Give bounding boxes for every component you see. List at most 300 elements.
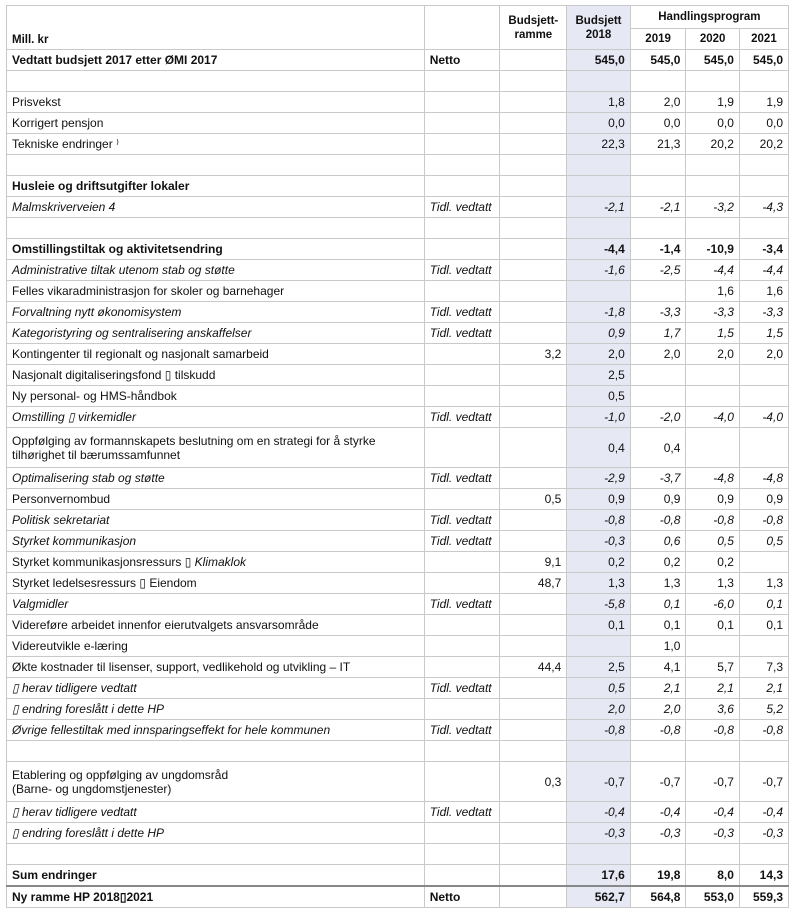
row-value-2021: 0,5 <box>739 531 788 552</box>
row-value-2019: 545,0 <box>630 50 686 71</box>
row-note <box>424 865 500 887</box>
row-label-text: Administrative tiltak utenom stab og støtte <box>12 263 235 277</box>
row-budsjett-2018: 545,0 <box>567 50 630 71</box>
row-label <box>7 323 425 344</box>
row-value-2021 <box>739 636 788 657</box>
row-label-text: ▯ endring foreslått i dette HP <box>12 702 165 716</box>
budsjett-year: 2018 <box>585 28 612 41</box>
row-value-2020: 1,9 <box>686 92 739 113</box>
row-value-2021: 20,2 <box>739 134 788 155</box>
row-value-2021: 0,9 <box>739 489 788 510</box>
row-label-text: Omstilling ▯ virkemidler <box>12 410 136 424</box>
row-label <box>7 113 425 134</box>
row-budsjett-2018: 0,9 <box>567 323 630 344</box>
table-row <box>7 823 789 844</box>
row-value-2021 <box>739 552 788 573</box>
row-value-2020: -0,7 <box>686 762 739 802</box>
row-value-2020 <box>686 428 739 468</box>
row-value-2019 <box>630 155 686 176</box>
table-row <box>7 92 789 113</box>
row-note: Tidl. vedtatt <box>424 468 500 489</box>
row-value-2019 <box>630 218 686 239</box>
row-note <box>424 71 500 92</box>
row-budsjettramme <box>500 155 567 176</box>
row-value-2021: 0,1 <box>739 615 788 636</box>
row-budsjettramme <box>500 468 567 489</box>
row-label-italic-text: Klimaklok <box>194 555 247 569</box>
row-value-2019: 1,3 <box>630 573 686 594</box>
row-label <box>7 573 425 594</box>
row-label-text: Kategoristyring og sentralisering anskaffelser <box>12 326 252 340</box>
row-budsjettramme <box>500 594 567 615</box>
row-label-text: Valgmidler <box>12 597 69 611</box>
row-budsjettramme <box>500 615 567 636</box>
row-value-2020: 1,5 <box>686 323 739 344</box>
table-row <box>7 741 789 762</box>
row-value-2021 <box>739 155 788 176</box>
row-budsjettramme <box>500 407 567 428</box>
row-budsjettramme: 44,4 <box>500 657 567 678</box>
row-value-2019: -0,7 <box>630 762 686 802</box>
table-row <box>7 344 789 365</box>
row-budsjett-2018 <box>567 176 630 197</box>
row-label-text: Sum endringer <box>12 868 97 882</box>
row-budsjettramme <box>500 92 567 113</box>
row-value-2019: 2,0 <box>630 344 686 365</box>
row-label <box>7 428 425 468</box>
row-value-2019: -3,3 <box>630 302 686 323</box>
row-value-2020: -10,9 <box>686 239 739 260</box>
row-label-text: ▯ herav tidligere vedtatt <box>12 805 137 819</box>
row-budsjettramme: 0,5 <box>500 489 567 510</box>
row-note: Tidl. vedtatt <box>424 407 500 428</box>
row-budsjett-2018 <box>567 155 630 176</box>
row-label <box>7 344 425 365</box>
row-budsjettramme <box>500 865 567 887</box>
row-value-2020: -3,3 <box>686 302 739 323</box>
row-budsjett-2018: -0,7 <box>567 762 630 802</box>
table-row <box>7 531 789 552</box>
row-value-2019: 0,6 <box>630 531 686 552</box>
row-budsjettramme <box>500 844 567 865</box>
row-note: Tidl. vedtatt <box>424 720 500 741</box>
row-label-text: Styrket kommunikasjon <box>12 534 137 548</box>
row-budsjett-2018: 17,6 <box>567 865 630 887</box>
row-budsjett-2018: -1,0 <box>567 407 630 428</box>
row-budsjett-2018 <box>567 741 630 762</box>
row-budsjett-2018: 1,3 <box>567 573 630 594</box>
table-row <box>7 134 789 155</box>
row-value-2020: 20,2 <box>686 134 739 155</box>
budsjett-label: Budsjett <box>575 14 622 27</box>
row-budsjett-2018: 562,7 <box>567 886 630 908</box>
row-value-2020: 2,0 <box>686 344 739 365</box>
row-budsjett-2018: 0,0 <box>567 113 630 134</box>
table-row <box>7 510 789 531</box>
row-value-2019: -0,3 <box>630 823 686 844</box>
row-label <box>7 657 425 678</box>
row-label-text: Personvernombud <box>12 492 111 506</box>
row-budsjett-2018 <box>567 218 630 239</box>
row-budsjettramme <box>500 386 567 407</box>
row-value-2020: 5,7 <box>686 657 739 678</box>
table-row <box>7 239 789 260</box>
row-value-2021: -4,8 <box>739 468 788 489</box>
row-value-2020: 0,9 <box>686 489 739 510</box>
row-note <box>424 657 500 678</box>
row-label-text: Videreføre arbeidet innenfor eierutvalgets ansvarsområde <box>12 618 319 632</box>
row-value-2021: -4,0 <box>739 407 788 428</box>
row-note <box>424 218 500 239</box>
row-label <box>7 407 425 428</box>
row-note <box>424 615 500 636</box>
row-value-2019: 0,9 <box>630 489 686 510</box>
row-label-text: Ny personal- og HMS-håndbok <box>12 389 177 403</box>
row-value-2020: 553,0 <box>686 886 739 908</box>
row-value-2019: 0,1 <box>630 594 686 615</box>
row-value-2019: -2,1 <box>630 197 686 218</box>
row-value-2021: -3,3 <box>739 302 788 323</box>
row-label-text: Nasjonalt digitaliseringsfond ▯ tilskudd <box>12 368 216 382</box>
row-note: Tidl. vedtatt <box>424 260 500 281</box>
row-label <box>7 678 425 699</box>
row-label-text: ▯ endring foreslått i dette HP <box>12 826 165 840</box>
row-value-2021: 1,9 <box>739 92 788 113</box>
row-label-text: Oppfølging av formannskapets beslutning om en strategi for å styrke tilhørighet til bærumssamfunnet <box>12 433 376 462</box>
row-value-2020: -0,3 <box>686 823 739 844</box>
row-budsjettramme <box>500 71 567 92</box>
year-2021-header: 2021 <box>739 29 788 50</box>
row-budsjettramme <box>500 428 567 468</box>
row-value-2019 <box>630 281 686 302</box>
row-label <box>7 762 425 802</box>
row-label-text: ▯ herav tidligere vedtatt <box>12 681 137 695</box>
row-label-text: Kontingenter til regionalt og nasjonalt samarbeid <box>12 347 269 361</box>
row-value-2021: 0,0 <box>739 113 788 134</box>
row-budsjettramme <box>500 218 567 239</box>
row-value-2021: -0,4 <box>739 802 788 823</box>
table-row <box>7 720 789 741</box>
row-value-2021 <box>739 844 788 865</box>
row-value-2021: -0,3 <box>739 823 788 844</box>
row-budsjett-2018: 0,1 <box>567 615 630 636</box>
row-value-2020: -0,4 <box>686 802 739 823</box>
year-2020-header: 2020 <box>686 29 739 50</box>
row-value-2021: 559,3 <box>739 886 788 908</box>
row-note <box>424 386 500 407</box>
row-label <box>7 823 425 844</box>
row-value-2021: -0,8 <box>739 510 788 531</box>
row-note: Netto <box>424 50 500 71</box>
row-note <box>424 699 500 720</box>
row-label-text: Etablering og oppfølging av ungdomsråd (Barne- og ungdomstjenester) <box>12 767 229 796</box>
row-value-2021 <box>739 365 788 386</box>
row-label-text: Forvaltning nytt økonomisystem <box>12 305 182 319</box>
handlingsprogram-header: Handlingsprogram <box>630 6 788 29</box>
row-value-2020 <box>686 218 739 239</box>
row-note <box>424 741 500 762</box>
budget-table <box>6 5 789 908</box>
row-note <box>424 573 500 594</box>
row-budsjettramme <box>500 197 567 218</box>
row-label <box>7 865 425 887</box>
table-row <box>7 699 789 720</box>
row-budsjett-2018: 1,8 <box>567 92 630 113</box>
table-row <box>7 386 789 407</box>
table-row <box>7 865 789 887</box>
row-label <box>7 510 425 531</box>
row-value-2019: -3,7 <box>630 468 686 489</box>
row-label-text: Vedtatt budsjett 2017 etter ØMI 2017 <box>12 53 218 67</box>
row-value-2020: 0,2 <box>686 552 739 573</box>
row-label-text: Øvrige fellestiltak med innsparingseffekt for hele kommunen <box>12 723 331 737</box>
row-label <box>7 155 425 176</box>
row-budsjettramme <box>500 699 567 720</box>
row-value-2020 <box>686 176 739 197</box>
row-label-text: Tekniske endringer ⁾ <box>12 137 120 151</box>
table-row <box>7 678 789 699</box>
row-budsjettramme <box>500 134 567 155</box>
row-note <box>424 489 500 510</box>
table-row <box>7 365 789 386</box>
row-note <box>424 844 500 865</box>
row-label <box>7 699 425 720</box>
row-note: Tidl. vedtatt <box>424 197 500 218</box>
row-label-text: Styrket ledelsesressurs ▯ Eiendom <box>12 576 197 590</box>
row-value-2019: -0,8 <box>630 510 686 531</box>
row-budsjett-2018: 22,3 <box>567 134 630 155</box>
row-value-2021: -0,7 <box>739 762 788 802</box>
row-value-2020: -4,8 <box>686 468 739 489</box>
row-value-2021: 5,2 <box>739 699 788 720</box>
row-value-2020 <box>686 365 739 386</box>
row-label-text: Malmskriverveien 4 <box>12 200 116 214</box>
row-value-2019: 21,3 <box>630 134 686 155</box>
row-value-2019: 0,0 <box>630 113 686 134</box>
row-value-2020: 0,0 <box>686 113 739 134</box>
row-note <box>424 281 500 302</box>
row-note <box>424 552 500 573</box>
row-note <box>424 134 500 155</box>
row-value-2020: -6,0 <box>686 594 739 615</box>
row-note <box>424 636 500 657</box>
row-budsjettramme <box>500 365 567 386</box>
row-budsjett-2018: 0,5 <box>567 386 630 407</box>
table-row <box>7 260 789 281</box>
row-budsjett-2018 <box>567 636 630 657</box>
table-row <box>7 323 789 344</box>
row-budsjett-2018: -2,1 <box>567 197 630 218</box>
table-row <box>7 176 789 197</box>
row-budsjett-2018: 2,0 <box>567 699 630 720</box>
row-label-text: Prisvekst <box>12 95 61 109</box>
row-note: Netto <box>424 886 500 908</box>
row-label <box>7 386 425 407</box>
row-label-text: Felles vikaradministrasjon for skoler og barnehager <box>12 284 285 298</box>
row-label <box>7 365 425 386</box>
row-note: Tidl. vedtatt <box>424 594 500 615</box>
row-budsjett-2018: 0,5 <box>567 678 630 699</box>
table-row <box>7 428 789 468</box>
row-label-text: Omstillingstiltak og aktivitetsendring <box>12 242 223 256</box>
row-value-2019: 0,1 <box>630 615 686 636</box>
row-budsjett-2018: -0,4 <box>567 802 630 823</box>
row-value-2019: 4,1 <box>630 657 686 678</box>
row-budsjettramme <box>500 50 567 71</box>
row-value-2019 <box>630 844 686 865</box>
row-value-2021 <box>739 71 788 92</box>
row-value-2021: 545,0 <box>739 50 788 71</box>
row-note <box>424 344 500 365</box>
row-value-2021: 1,3 <box>739 573 788 594</box>
row-label <box>7 636 425 657</box>
row-note: Tidl. vedtatt <box>424 802 500 823</box>
row-note: Tidl. vedtatt <box>424 323 500 344</box>
row-label <box>7 302 425 323</box>
unit-label: Mill. kr <box>7 6 425 50</box>
row-value-2019: 0,4 <box>630 428 686 468</box>
table-row <box>7 218 789 239</box>
row-note: Tidl. vedtatt <box>424 678 500 699</box>
row-label <box>7 741 425 762</box>
table-row <box>7 615 789 636</box>
row-value-2021: 1,6 <box>739 281 788 302</box>
table-row <box>7 155 789 176</box>
table-row <box>7 762 789 802</box>
row-note <box>424 428 500 468</box>
row-label-text: Økte kostnader til lisenser, support, vedlikehold og utvikling – IT <box>12 660 351 674</box>
row-value-2021 <box>739 428 788 468</box>
row-value-2019: 564,8 <box>630 886 686 908</box>
row-note: Tidl. vedtatt <box>424 302 500 323</box>
table-row <box>7 468 789 489</box>
table-row <box>7 197 789 218</box>
row-label <box>7 531 425 552</box>
row-budsjettramme: 48,7 <box>500 573 567 594</box>
row-value-2020: 3,6 <box>686 699 739 720</box>
row-value-2021: 7,3 <box>739 657 788 678</box>
row-budsjett-2018: -0,3 <box>567 823 630 844</box>
row-value-2021 <box>739 386 788 407</box>
row-budsjett-2018: -0,8 <box>567 720 630 741</box>
row-note <box>424 155 500 176</box>
table-row <box>7 50 789 71</box>
row-budsjettramme <box>500 510 567 531</box>
row-value-2020 <box>686 636 739 657</box>
row-budsjett-2018: -1,8 <box>567 302 630 323</box>
row-value-2019: 1,0 <box>630 636 686 657</box>
row-label <box>7 281 425 302</box>
table-row <box>7 573 789 594</box>
row-value-2019 <box>630 741 686 762</box>
table-row <box>7 71 789 92</box>
row-budsjettramme <box>500 886 567 908</box>
table-row <box>7 552 789 573</box>
row-value-2021: -0,8 <box>739 720 788 741</box>
row-label-text: Videreutvikle e-læring <box>12 639 128 653</box>
row-budsjettramme <box>500 239 567 260</box>
row-budsjett-2018: -1,6 <box>567 260 630 281</box>
row-label <box>7 720 425 741</box>
row-budsjettramme <box>500 720 567 741</box>
row-budsjettramme <box>500 678 567 699</box>
row-label <box>7 802 425 823</box>
table-row <box>7 844 789 865</box>
row-budsjettramme <box>500 302 567 323</box>
table-row <box>7 281 789 302</box>
row-value-2019: 0,2 <box>630 552 686 573</box>
row-value-2020: -0,8 <box>686 510 739 531</box>
row-value-2020: 1,6 <box>686 281 739 302</box>
row-label <box>7 50 425 71</box>
row-label <box>7 489 425 510</box>
row-value-2020: 0,1 <box>686 615 739 636</box>
row-note <box>424 176 500 197</box>
row-value-2020: 1,3 <box>686 573 739 594</box>
row-value-2020 <box>686 71 739 92</box>
row-budsjett-2018 <box>567 71 630 92</box>
budsjett-2018-header <box>567 6 630 50</box>
row-label <box>7 260 425 281</box>
row-budsjettramme <box>500 823 567 844</box>
row-note: Tidl. vedtatt <box>424 510 500 531</box>
row-label <box>7 176 425 197</box>
row-label <box>7 134 425 155</box>
row-value-2021: -4,3 <box>739 197 788 218</box>
row-value-2020 <box>686 844 739 865</box>
row-value-2019: 2,0 <box>630 92 686 113</box>
table-row <box>7 302 789 323</box>
row-value-2020 <box>686 155 739 176</box>
row-label <box>7 552 425 573</box>
row-label-text: Husleie og driftsutgifter lokaler <box>12 179 190 193</box>
row-budsjett-2018: -4,4 <box>567 239 630 260</box>
row-value-2019 <box>630 176 686 197</box>
row-value-2020: -0,8 <box>686 720 739 741</box>
budsjettramme-header: Budsjett- ramme <box>500 6 567 50</box>
row-value-2020: -4,4 <box>686 260 739 281</box>
row-budsjettramme <box>500 802 567 823</box>
row-budsjettramme <box>500 741 567 762</box>
row-value-2021: 2,0 <box>739 344 788 365</box>
row-budsjett-2018: 0,2 <box>567 552 630 573</box>
row-budsjett-2018: 0,4 <box>567 428 630 468</box>
row-note <box>424 239 500 260</box>
row-value-2019: 19,8 <box>630 865 686 887</box>
row-value-2021: 1,5 <box>739 323 788 344</box>
row-budsjettramme: 3,2 <box>500 344 567 365</box>
row-value-2021 <box>739 218 788 239</box>
table-row <box>7 802 789 823</box>
row-label-text: Korrigert pensjon <box>12 116 104 130</box>
row-label <box>7 468 425 489</box>
row-label <box>7 615 425 636</box>
row-value-2020 <box>686 741 739 762</box>
row-label-text: Politisk sekretariat <box>12 513 110 527</box>
row-label <box>7 71 425 92</box>
row-value-2019: 1,7 <box>630 323 686 344</box>
row-note <box>424 92 500 113</box>
row-value-2019 <box>630 365 686 386</box>
row-budsjettramme <box>500 323 567 344</box>
row-budsjettramme <box>500 176 567 197</box>
row-label <box>7 886 425 908</box>
row-budsjett-2018: -2,9 <box>567 468 630 489</box>
row-budsjettramme <box>500 260 567 281</box>
table-row <box>7 489 789 510</box>
row-budsjettramme <box>500 531 567 552</box>
row-budsjett-2018 <box>567 281 630 302</box>
